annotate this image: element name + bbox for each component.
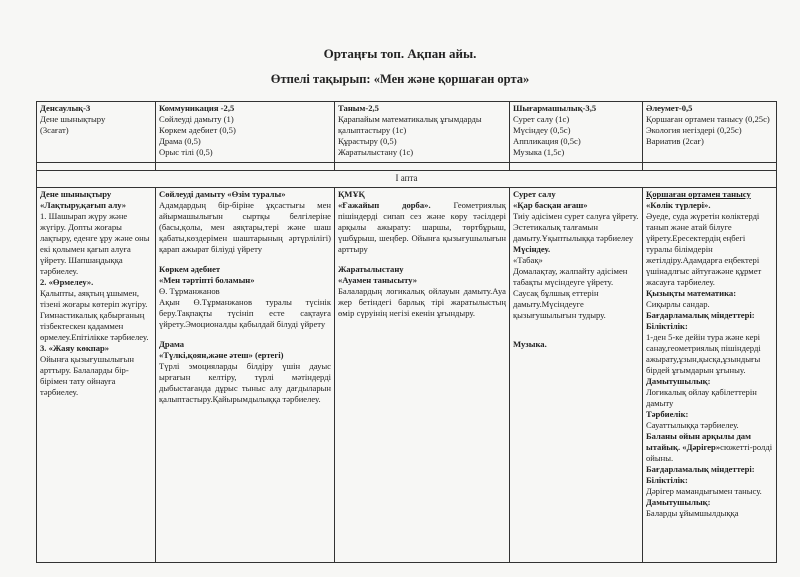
activity-text: Сауаттылыққа тәрбиелеу.: [646, 419, 739, 430]
activity-subtitle: «Дәрігер»: [682, 441, 721, 452]
header-line: Музыка (1,5с): [513, 147, 565, 157]
activity-title: Дамытушылық:: [646, 496, 711, 507]
activity-title: Біліктілік:: [646, 320, 688, 331]
activity-text: 1-ден 5-ке дейін тура және кері санау,геометриялық пішіндерді ажырату,ұзын,қысқа,ұзындығы бірдей ұғымдарын ұғыныу.: [646, 331, 761, 375]
header-name: Денсаулық-3: [40, 103, 91, 113]
header-line: Құрастыру (0,5): [338, 136, 397, 146]
activity-text: Түрлі эмоцияларды білдіру үшін дауыс ырғағын келтіру, түрлі мәтіндерді дыбыстағанда дұрыс тыныс алу дағдыларын қалыптастыру.Қайырымдылыққа тәрбиелеу.: [159, 360, 331, 404]
col-social: [643, 187, 777, 562]
week-label: І апта: [37, 171, 777, 188]
header-cell: [37, 102, 156, 163]
header-line: Экология негіздері (0,25с): [646, 125, 742, 135]
activity-subtitle: «Түлкі,қоян,және әтеш» (ертегі): [159, 349, 284, 360]
activity-text: Геометриялық пішіндерді сипап сез және көру тәсілдері арқылы ажырату: шаршы, төртбұрыш, үшбұрыш, шеңбер. Ойынға қызығушылығын арттыру: [338, 199, 506, 254]
activity-text: Балалардың логикалық ойлауын дамыту.Ауа жер бетіндегі барлық тірі жаратылыстың өмір сүруінің негізі екенін ұғындыру.: [338, 285, 506, 318]
header-cell: [510, 102, 643, 163]
col-health: [37, 187, 156, 562]
header-line: Дене шынықтыру: [40, 114, 106, 124]
activity-text: Ақын Ө.Тұрманжанов туралы түсінік беру.Тақпақты түсініп есте сақтауға үйрету.Эмоционалды қабылдай білуді үйрету: [159, 296, 331, 329]
header-cell: [643, 102, 777, 163]
header-line: Вариатив (2сағ): [646, 136, 704, 146]
activity-title: Дене шынықтыру «Лақтыру,қағып алу»: [40, 188, 127, 210]
activity-title: Біліктілік:: [646, 474, 688, 485]
header-line: Сурет салу (1с): [513, 114, 570, 124]
activity-title: Баланы ойын арқылы дам ытайық.: [646, 430, 751, 452]
activity-text: Логикалық ойлау қабілеттерін дамыту: [646, 386, 757, 408]
activity-subtitle: «Өзім туралы»: [227, 188, 286, 199]
header-line: (3сағат): [40, 125, 69, 135]
header-line: Аппликация (0,5с): [513, 136, 581, 146]
activity-title: Қызықты математика:: [646, 287, 737, 298]
activity-title: 2. «Өрмелеу».: [40, 276, 94, 287]
activity-text: Дәрігер мамандығымен танысу.: [646, 485, 762, 496]
page-title: Ортаңғы топ. Ақпан айы.: [323, 46, 477, 61]
header-name: Шығармашылық-3,5: [513, 103, 597, 113]
plan-table: [36, 101, 777, 563]
activity-subtitle: «Табақ»: [513, 254, 543, 265]
activity-author: Ө. Тұрманжанов: [159, 285, 220, 296]
col-creativity: [510, 187, 643, 562]
activity-title: Көркем әдебиет: [159, 263, 221, 274]
header-row: [37, 102, 777, 163]
activity-text: Баларды ұйымшылдыққа: [646, 507, 739, 518]
header-name: Әлеумет-0,5: [646, 103, 693, 113]
header-line: Драма (0,5): [159, 136, 201, 146]
activity-title: Драма: [159, 338, 185, 349]
activity-title: Сөйлеуді дамыту: [159, 188, 226, 199]
activity-title: Тәрбиелік:: [646, 408, 689, 419]
header-line: Жаратылыстану (1с): [338, 147, 414, 157]
activity-subtitle: «Қар басқан ағаш»: [513, 199, 588, 210]
activity-subtitle: «Ауамен танысыту»: [338, 274, 418, 285]
activity-text: Әуеде, суда жүретін көліктерді танып және атай білуге үйрету.Ересектердің еңбегі туралы білімдерін жетілдіру.Адамдарға еңбектері үшінадлғыс айтуғажәне құрмет жасауға тәрбиелеу.: [646, 210, 762, 287]
header-line: Мүсіндеу (0,5с): [513, 125, 571, 135]
page-subtitle: Өтпелі тақырып: «Мен және қоршаған орта»: [270, 72, 530, 86]
header-line: Қарапайым математикалық ұғымдарды қалыптастыру (1с): [338, 114, 482, 135]
activity-title: Сурет салу: [513, 188, 556, 199]
activity-title: Бағдарламалық міндеттері:: [646, 309, 755, 320]
activity-title: Жаратылыстану: [338, 263, 404, 274]
col-communication: [156, 187, 335, 562]
header-name: Таным-2,5: [338, 103, 379, 113]
activity-text: сюжетті-ролді ойыны.: [646, 441, 773, 463]
spacer-row: [37, 163, 777, 171]
activity-title: Мүсіндеу.: [513, 243, 551, 254]
header-cell: [335, 102, 510, 163]
content-row: [37, 187, 777, 562]
activity-title: Музыка.: [513, 338, 547, 349]
week-row: [37, 171, 777, 188]
activity-text: Домалақтау, жалпайту әдісімен табақты мүсіндеуге үйрету. Саусақ бұлшық еттерін дамыту.Мүсіндеуге қызығушылығын тудыру.: [513, 265, 628, 320]
col-cognition: [335, 187, 510, 562]
activity-title: Бағдарламалық міндеттері:: [646, 463, 755, 474]
activity-text: 1. Шашырап жүру және жүгіру. Допты жоғары лақтыру, еденге ұру және оны екі қолымен қағып алуға үйрету. Шапшаңдыққа тәрбиелеу.: [40, 210, 150, 276]
activity-text: Сиқырлы сандар.: [646, 298, 710, 309]
header-line: Қоршаған ортамен танысу (0,25с): [646, 114, 770, 124]
header-line: Сөйлеуді дамыту (1): [159, 114, 234, 124]
activity-title: 3. «Жаяу көкпар»: [40, 342, 110, 353]
activity-title: ҚМҰҚ: [338, 188, 365, 199]
activity-subtitle: «Мен тәртіпті боламын»: [159, 274, 255, 285]
header-line: Орыс тілі (0,5): [159, 147, 213, 157]
activity-subtitle: «Көлік түрлері».: [646, 199, 711, 210]
header-line: Көркем әдебиет (0,5): [159, 125, 236, 135]
activity-title: Қоршаған ортамен танысу: [646, 188, 751, 199]
activity-subtitle: «Ғажайып дорба».: [338, 199, 431, 210]
activity-text: Адамдардың бір-біріне ұқсастығы мен айырмашылығын сыртқы белгілеріне (басы,қолы, мен аяқтары,тері және шаш қабаты,көздерімен шаштарының әртүрлілігі) қарап ажырат біліуді үйрету: [159, 199, 331, 254]
activity-text: Тиіу әдісімен сурет салуға үйрету. Эстетикалық талғамын дамыту.Ұқыптылыққа тәрбиелеу: [513, 210, 639, 243]
header-cell: [156, 102, 335, 163]
header-name: Коммуникация -2,5: [159, 103, 235, 113]
activity-title: Дамытушылық:: [646, 375, 711, 386]
activity-text: Қалыпты, аяқтың ұшымен, тізені жоғары көтеріп жүгіру. Гимнастикалық қабырғаның тізбектескен қадаммен өрмелеу.Епітілікке тәрбиелеу.: [40, 287, 149, 342]
activity-text: Ойынға қызығушылығын арттыру. Балаларды бір-бірімен тату ойнауға тәрбиелеу.: [40, 353, 134, 397]
